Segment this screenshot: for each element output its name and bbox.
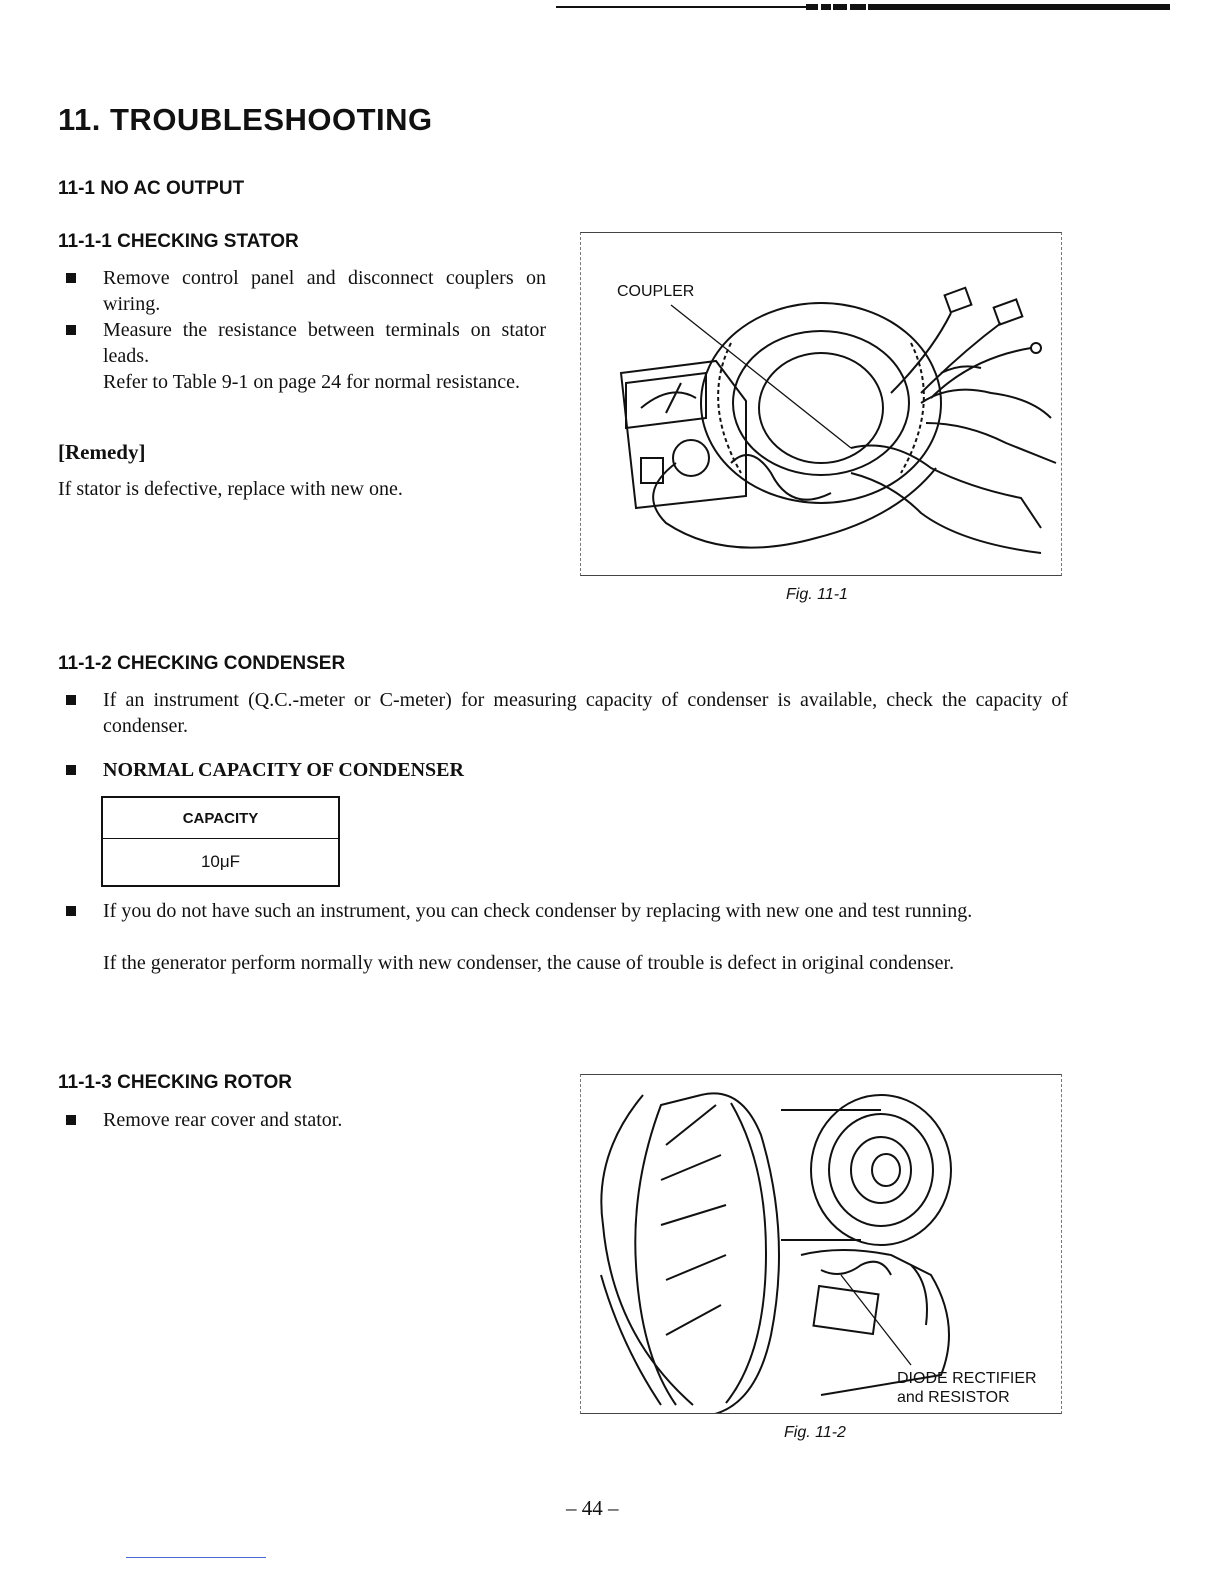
figure-caption: Fig. 11-1 (786, 586, 848, 603)
stator-step-1: Remove control panel and disconnect couplers on wiring. (103, 267, 546, 315)
coupler-label: COUPLER (617, 283, 695, 300)
bullet-icon (66, 325, 76, 335)
table-header: CAPACITY (102, 797, 339, 839)
subsection-heading-stator: 11-1-1 CHECKING STATOR (58, 231, 299, 252)
condenser-step-3-note: If the generator perform normally with new condenser, the cause of trouble is defect in original condenser. (103, 952, 955, 974)
condenser-step-3: If you do not have such an instrument, you can check condenser by replacing with new one and test running. (103, 900, 973, 922)
bullet-icon (66, 906, 76, 916)
figure-caption: Fig. 11-2 (784, 1424, 846, 1441)
rotor-step-1: Remove rear cover and stator. (103, 1109, 343, 1131)
footer-rule (126, 1557, 266, 1558)
capacity-table (101, 796, 340, 887)
bullet-icon (66, 695, 76, 705)
bullet-icon (66, 1115, 76, 1125)
condenser-capacity-heading: NORMAL CAPACITY OF CONDENSER (103, 759, 464, 781)
page-title: 11. TROUBLESHOOTING (58, 102, 433, 137)
header-rule (556, 4, 1170, 10)
stator-step-2-note: Refer to Table 9-1 on page 24 for normal resistance. (103, 371, 520, 393)
page-number: – 44 – (566, 1496, 619, 1520)
label-line-2: and RESISTOR (897, 1389, 1010, 1406)
subsection-heading-rotor: 11-1-3 CHECKING ROTOR (58, 1072, 293, 1093)
diode-rectifier-label (897, 1369, 1037, 1407)
stator-step-2: Measure the resistance between terminals on stator leads. (103, 319, 546, 367)
subsection-heading-condenser: 11-1-2 CHECKING CONDENSER (58, 653, 346, 674)
table-cell: 10μF (102, 839, 339, 887)
figure-rotor-check (580, 1074, 1062, 1414)
remedy-text: If stator is defective, replace with new one. (58, 478, 403, 500)
rotor-illustration (581, 1075, 1061, 1413)
label-line-1: DIODE RECTIFIER (897, 1370, 1037, 1387)
condenser-step-1: If an instrument (Q.C.-meter or C-meter) for measuring capacity of condenser is available, check the capacity of condenser. (103, 689, 1068, 737)
remedy-label: [Remedy] (58, 440, 146, 464)
bullet-icon (66, 765, 76, 775)
figure-stator-check (580, 232, 1062, 576)
section-heading: 11-1 NO AC OUTPUT (58, 178, 245, 199)
bullet-icon (66, 273, 76, 283)
